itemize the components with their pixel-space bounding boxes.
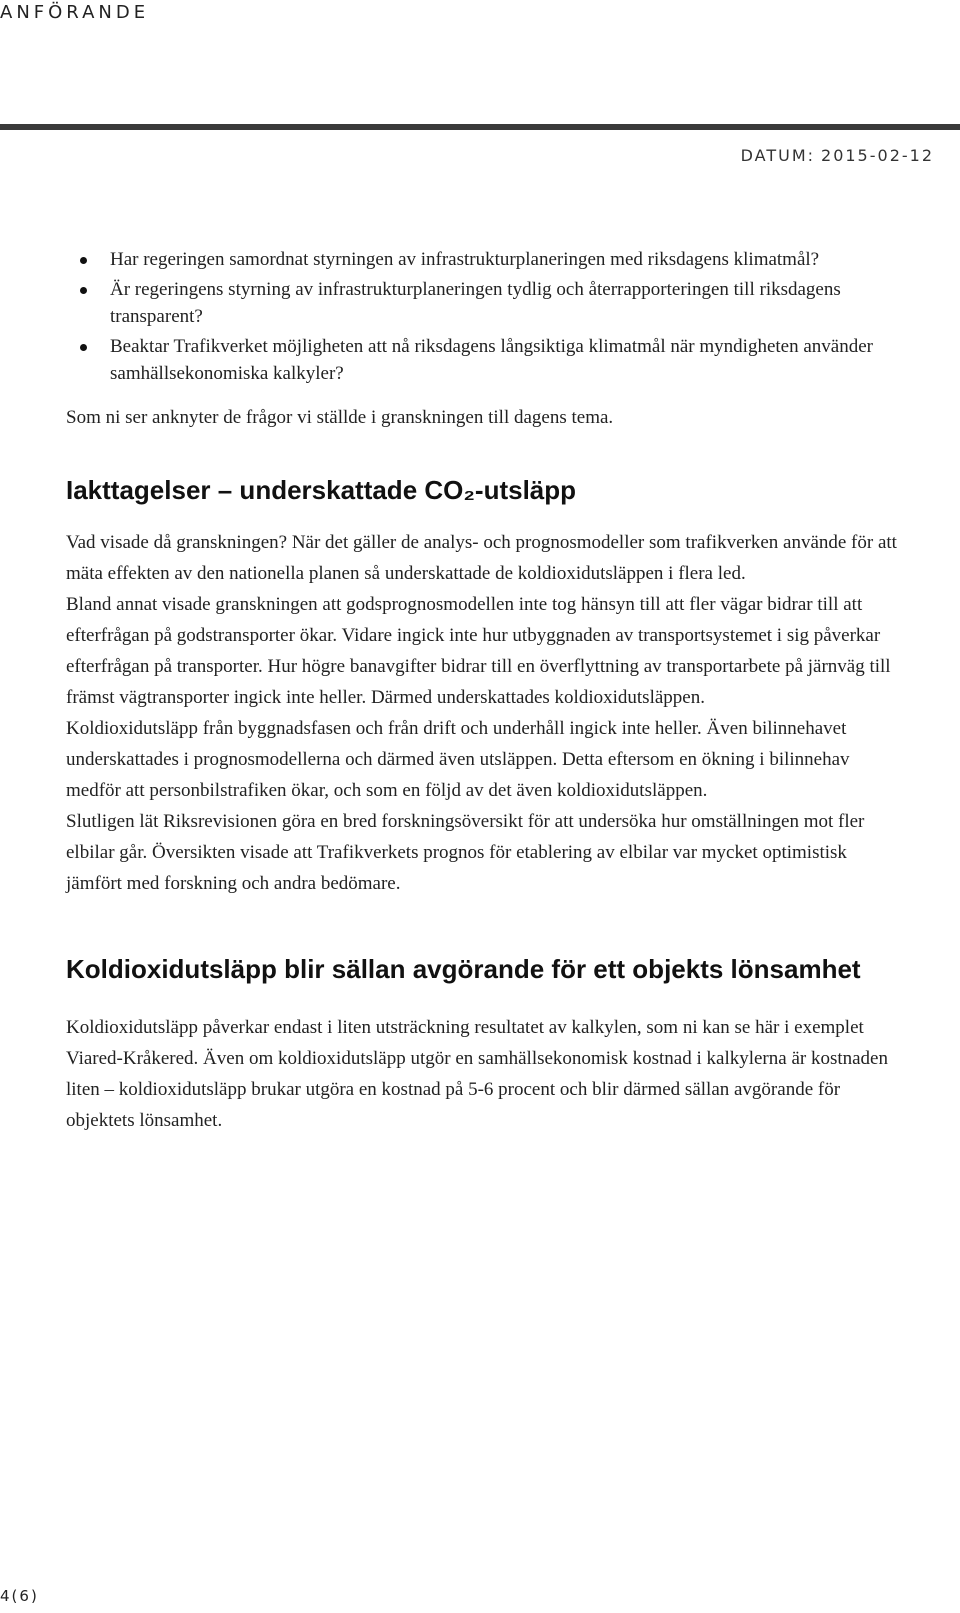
list-item: [66, 333, 900, 387]
date-line: [735, 146, 934, 165]
paragraph: Slutligen lät Riksrevisionen göra en bred forskningsöversikt för att undersöka hur omställningen mot fler elbilar går. Översikten visade att Trafikverkets prognos för etablering av elbilar var mycket optimistisk jämfört med forskning och andra bedömare.: [66, 811, 865, 894]
date-label: DATUM:: [740, 146, 816, 165]
paragraph: Vad visade då granskningen? När det gäller de analys- och prognosmodeller som trafikverken använde för att mäta effekten av den nationella planen så underskattade de koldioxidutsläppen i flera led.: [66, 532, 897, 584]
section-heading-profitability: Koldioxidutsläpp blir sällan avgörande för ett objekts lönsamhet: [66, 954, 861, 984]
paragraph: Bland annat visade granskningen att godsprognosmodellen inte tog hänsyn till att fler vägar bidrar till att efterfrågan på godstransporter ökar. Vidare ingick inte hur utbyggnaden av transportsystemet i sig påverkar efterfrågan på transporter. Hur högre banavgifter bidrar till en överflyttning av transportarbete på järnväg till främst vägtransporter ingick inte heller. Därmed underskattades koldioxidutsläppen.: [66, 594, 891, 708]
date-value: 2015-02-12: [821, 146, 934, 165]
list-item-text: Har regeringen samordnat styrningen av infrastrukturplaneringen med riksdagens klimatmål?: [110, 249, 820, 270]
document-type-label: ANFÖRANDE: [0, 2, 150, 23]
bullet-icon: [80, 257, 87, 264]
section-heading-observations: Iakttagelser – underskattade CO₂-utsläpp: [66, 475, 577, 505]
paragraph: Koldioxidutsläpp påverkar endast i liten utsträckning resultatet av kalkylen, som ni kan se här i exemplet Viared-Kråkered. Även om koldioxidutsläpp utgör en samhällsekonomisk kostnad i kalkylerna är kostnaden liten – koldioxidutsläpp brukar utgöra en kostnad på 5-6 procent och blir därmed sällan avgörande för objektets lönsamhet.: [66, 1017, 888, 1131]
question-list: [66, 246, 900, 387]
intro-paragraph: Som ni ser anknyter de frågor vi ställde i granskningen till dagens tema.: [66, 407, 614, 428]
bullet-icon: [80, 287, 87, 294]
list-item: [66, 276, 900, 330]
list-item-text: Är regeringens styrning av infrastrukturplaneringen tydlig och återrapporteringen till riksdagens transparent?: [110, 279, 841, 327]
bullet-icon: [80, 344, 87, 351]
document-body: [66, 246, 900, 1136]
page-number: 4(6): [0, 1587, 39, 1605]
paragraph: Koldioxidutsläpp från byggnadsfasen och från drift och underhåll ingick inte heller. Även bilinnehavet underskattades i prognosmodellerna och därmed även utsläppen. Detta eftersom en ökning i bilinnehav medför att personbilstrafiken ökar, och som en följd av det även koldioxidutsläppen.: [66, 718, 850, 801]
header-divider: [0, 124, 960, 130]
list-item-text: Beaktar Trafikverket möjligheten att nå riksdagens långsiktiga klimatmål när myndigheten använder samhällsekonomiska kalkyler?: [110, 336, 873, 384]
list-item: [66, 246, 900, 273]
